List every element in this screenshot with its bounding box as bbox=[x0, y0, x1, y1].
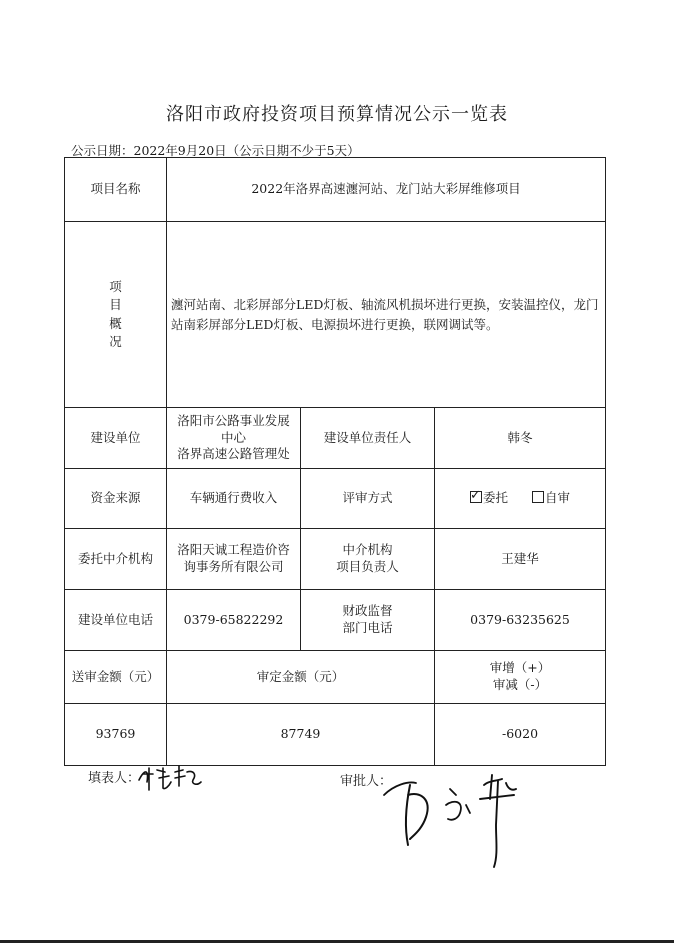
review-option-self-label: 自审 bbox=[545, 490, 571, 506]
project-name-value: 2022年洛界高速瀍河站、龙门站大彩屏维修项目 bbox=[167, 158, 606, 222]
review-option-entrusted-label: 委托 bbox=[483, 490, 509, 506]
builder-phone-label: 建设单位电话 bbox=[65, 590, 167, 651]
finance-phone-label bbox=[301, 590, 435, 651]
change-label-line: 审减（-） bbox=[492, 677, 548, 692]
row-phones bbox=[65, 590, 606, 651]
checked-box-icon bbox=[470, 491, 482, 503]
fund-source-value: 车辆通行费收入 bbox=[167, 469, 301, 529]
page-title: 洛阳市政府投资项目预算情况公示一览表 bbox=[166, 104, 508, 125]
approver-signature bbox=[380, 755, 540, 875]
builder-line: 洛阳市公路事业发展 bbox=[177, 412, 290, 428]
builder-label: 建设单位 bbox=[65, 408, 167, 469]
agency-head-label-line: 项目负责人 bbox=[336, 559, 399, 574]
submitted-amount-label: 送审金额（元） bbox=[65, 651, 167, 704]
finance-phone-label-line: 部门电话 bbox=[342, 620, 393, 635]
builder-value bbox=[167, 408, 301, 469]
approved-amount-value: 87749 bbox=[167, 704, 435, 766]
overview-label-char: 概 bbox=[109, 315, 122, 331]
change-amount-value: -6020 bbox=[435, 704, 606, 766]
empty-box-icon bbox=[532, 491, 544, 503]
agency-head-value: 王建华 bbox=[435, 529, 606, 590]
agency-line: 洛阳天诚工程造价咨 bbox=[177, 542, 290, 558]
overview-label-char: 况 bbox=[109, 333, 122, 349]
builder-line: 中心 bbox=[220, 429, 246, 445]
builder-head-label: 建设单位责任人 bbox=[301, 408, 435, 469]
builder-phone-value: 0379-65822292 bbox=[167, 590, 301, 651]
overview-label-char: 目 bbox=[109, 297, 122, 313]
finance-phone-value: 0379-63235625 bbox=[435, 590, 606, 651]
finance-phone-label-line: 财政监督 bbox=[342, 603, 393, 619]
builder-head-value: 韩冬 bbox=[435, 408, 606, 469]
overview-label-char: 项 bbox=[109, 279, 122, 295]
budget-table bbox=[64, 157, 606, 766]
change-label-line: 审增（+） bbox=[489, 660, 551, 676]
review-method-label: 评审方式 bbox=[301, 469, 435, 529]
agency-value bbox=[167, 529, 301, 590]
project-name-label: 项目名称 bbox=[65, 158, 167, 222]
row-amount-headers bbox=[65, 651, 606, 704]
row-builder bbox=[65, 408, 606, 469]
submitted-amount-value: 93769 bbox=[65, 704, 167, 766]
agency-head-label bbox=[301, 529, 435, 590]
overview-value: 瀍河站南、北彩屏部分LED灯板、轴流风机损坏进行更换，安装温控仪，龙门站南彩屏部分LED灯板、电源损坏进行更换，联网调试等。 bbox=[167, 222, 606, 408]
bottom-border-line bbox=[0, 940, 674, 943]
fund-source-label: 资金来源 bbox=[65, 469, 167, 529]
agency-head-label-line: 中介机构 bbox=[342, 542, 393, 558]
review-option-entrusted[interactable] bbox=[470, 490, 508, 507]
approved-amount-label: 审定金额（元） bbox=[167, 651, 435, 704]
approver-label: 审批人： bbox=[340, 774, 393, 789]
row-overview bbox=[65, 222, 606, 408]
builder-line: 洛界高速公路管理处 bbox=[177, 446, 290, 462]
row-project-name bbox=[65, 158, 606, 222]
review-method-value bbox=[435, 469, 606, 529]
agency-line: 询事务所有限公司 bbox=[183, 559, 284, 574]
change-label bbox=[435, 651, 606, 704]
row-fund-source bbox=[65, 469, 606, 529]
agency-label: 委托中介机构 bbox=[65, 529, 167, 590]
publish-date: 公示日期：2022年9月20日（公示日期不少于5天） bbox=[71, 143, 360, 158]
filler-signature bbox=[135, 760, 205, 796]
filler-label: 填表人： bbox=[88, 771, 141, 786]
row-agency bbox=[65, 529, 606, 590]
review-option-self[interactable] bbox=[532, 490, 570, 507]
overview-label bbox=[65, 222, 167, 408]
